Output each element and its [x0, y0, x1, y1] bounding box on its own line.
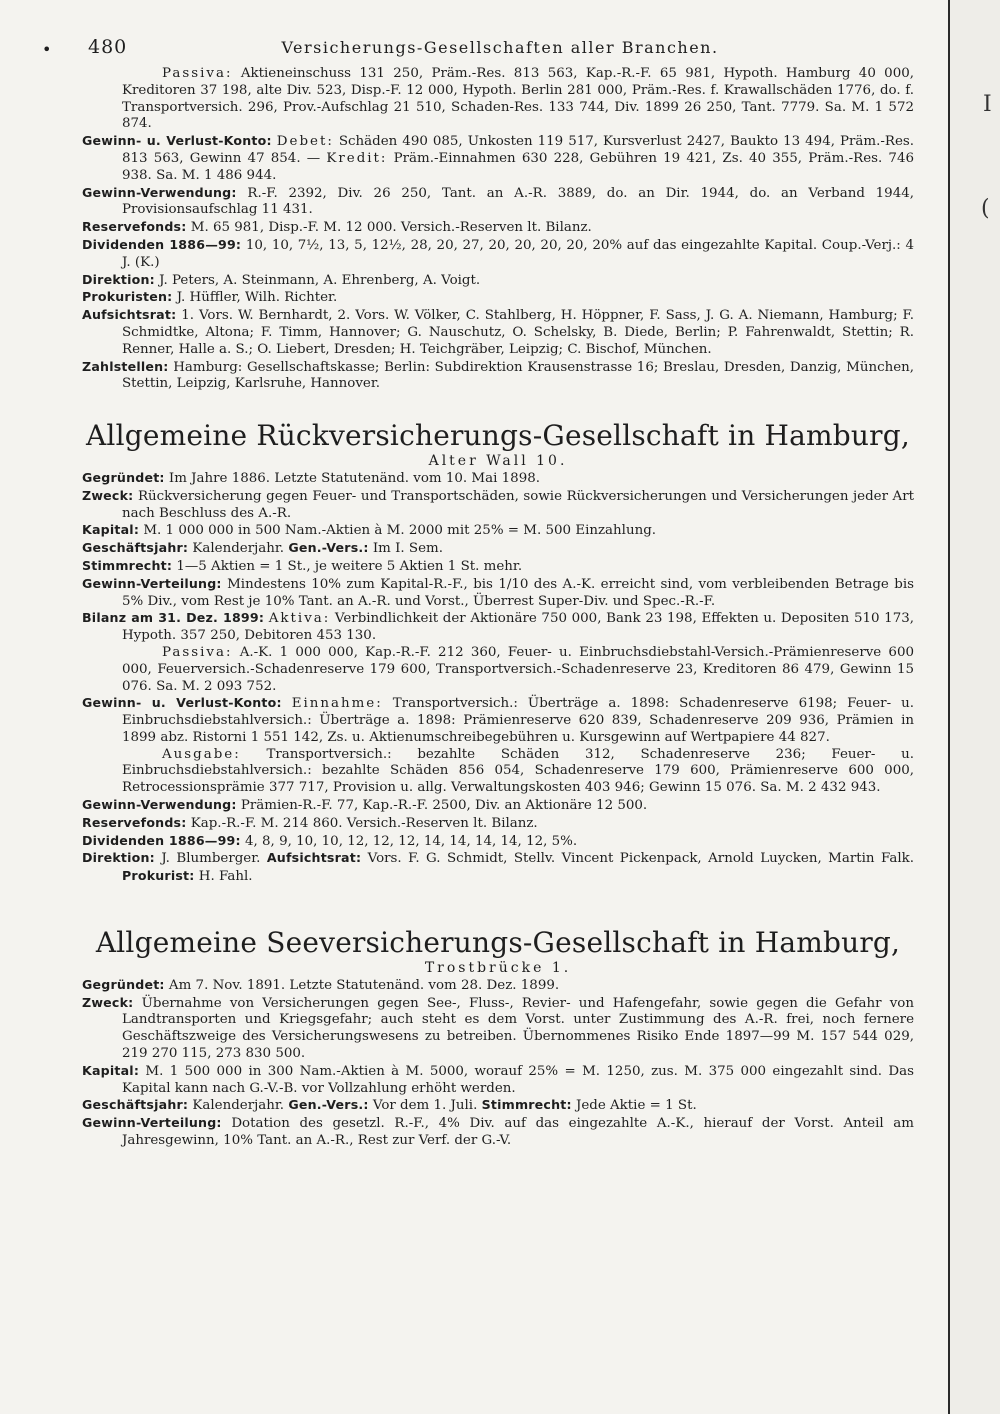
running-head [0, 36, 948, 66]
aufsichtsrat-entry: Aufsichtsrat: 1. Vors. W. Bernhardt, 2. Vors. W. Völker, C. Stahlberg, H. Höppner, F. Sass, J. G. A. Niemann, Hamburg; F. Schmidtke, Altona; F. Timm, Hannover; G. Nauschutz, O. Schelsky, B. Diede, Berlin; P. Fahrenwaldt, Stettin; R. Renner, Halle a. S.; O. Liebert, Dresden; H. Teichgräber, Leipzig; C. Bischof, München. [82, 307, 914, 357]
page-number: 480 [88, 36, 128, 58]
zweck-entry: Zweck: Übernahme von Versicherungen gegen See-, Fluss-, Revier- und Hafengefahr, sowie gegen die Gefahr von Landtransporten und Kriegsgefahr; auch steht es dem Vorst. unter Zustimmung des A.-R. frei, noch fernere Geschäftszweige des Versicherungswesens zu betreiben. Übernommenes Risiko Ende 1897—99 M. 157 544 029, 219 270 115, 273 830 500. [82, 994, 914, 1062]
gewinn-verlust-entry: Gewinn- u. Verlust-Konto: Debet: Schäden 490 085, Unkosten 119 517, Kursverlust 2427, Baukto 13 494, Präm.-Res. 813 563, Gewinn 47 854. — Kredit: Präm.-Einnahmen 630 228, Gebühren 19 421, Zs. 40 355, Präm.-Res. 746 938. Sa. M. 1 486 944. [82, 133, 915, 183]
direktion-entry: Direktion: J. Peters, A. Steinmann, A. Ehrenberg, A. Voigt. [82, 271, 481, 288]
company-address: Trostbrücke 1. [424, 960, 572, 977]
section-seeversicherung [82, 926, 914, 1150]
gewinn-verteilung-entry: Gewinn-Verteilung: Dotation des gesetzl. R.-F., 4% Div. auf das eingezahlte A.-K., hierauf der Vorst. Anteil am Jahresgewinn, 10% Tant. an A.-R., Rest zur Verf. der G.-V. [82, 1115, 914, 1149]
section-previous-company [82, 66, 914, 393]
margin-mark: ( [981, 196, 990, 221]
company-title: Allgemeine Seeversicherungs-Gesellschaft in Hamburg, [95, 926, 901, 960]
gegruendet-entry: Gegründet: Im Jahre 1886. Letzte Statutenänd. vom 10. Mai 1898. [82, 469, 540, 486]
gewinn-verwendung-entry: Gewinn-Verwendung: Prämien-R.-F. 77, Kap.-R.-F. 2500, Div. an Aktionäre 12 500. [82, 797, 648, 814]
adjacent-page-edge [955, 0, 995, 1414]
bilanz-passiva-entry: Passiva: A.-K. 1 000 000, Kap.-R.-F. 212 360, Feuer- u. Einbruchsdiebstahl-Versich.-Prämienreserve 600 000, Feuerversich.-Schadenreserve 179 600, Transportversich.-Schadenreserve 23, Kreditoren 86 479, Gewinn 15 076. Sa. M. 2 093 752. [122, 644, 914, 694]
zahlstellen-entry: Zahlstellen: Hamburg: Gesellschaftskasse; Berlin: Subdirektion Krausenstrasse 16; Breslau, Dresden, Danzig, München, Stettin, Leipzig, Karlsruhe, Hannover. [82, 358, 915, 392]
stimmrecht-entry: Stimmrecht: 1—5 Aktien = 1 St., je weitere 5 Aktien 1 St. mehr. [82, 557, 523, 574]
running-head-title: Versicherungs-Gesellschaften aller Branchen. [281, 38, 719, 57]
direktion-entry: Direktion: J. Blumberger. Aufsichtsrat: Vors. F. G. Schmidt, Stellv. Vincent Pickenpack, Arnold Luycken, Martin Falk. Prokurist: H. Fahl. [82, 850, 914, 885]
kapital-entry: Kapital: M. 1 000 000 in 500 Nam.-Aktien à M. 2000 mit 25% = M. 500 Einzahlung. [82, 522, 657, 539]
reservefonds-entry: Reservefonds: M. 65 981, Disp.-F. M. 12 000. Versich.-Reserven lt. Bilanz. [82, 219, 592, 236]
kapital-entry: Kapital: M. 1 500 000 in 300 Nam.-Aktien à M. 5000, worauf 25% = M. 1250, zus. M. 375 000 eingezahlt sind. Das Kapital kann nach G.-V.-B. vor Vollzahlung erhöht werden. [82, 1062, 914, 1096]
page-content [82, 66, 914, 1150]
margin-dot: • [42, 40, 52, 59]
dividenden-entry: Dividenden 1886—99: 10, 10, 7½, 13, 5, 12½, 28, 20, 27, 20, 20, 20, 20, 20% auf das eingezahlte Kapital. Coup.-Verj.: 4 J. (K.) [82, 236, 915, 270]
geschaeftsjahr-entry: Geschäftsjahr: Kalenderjahr. Gen.-Vers.: Vor dem 1. Juli. Stimmrecht: Jede Aktie = 1 St. [82, 1097, 697, 1114]
gewinn-verlust-entry: Gewinn- u. Verlust-Konto: Einnahme: Transportversich.: Überträge a. 1898: Schadenreserve 6198; Feuer- u. Einbruchsdiebstahlversich.: Überträge a. 1898: Prämienreserve 620 839, Schadenreserve 209 936, Prämien in 1899 abz. Ristorni 1 551 142, Zs. u. Aktienumschreibegebühren u. Kursgewinn auf Wertpapiere 44 827. [82, 695, 914, 745]
bilanz-entry: Bilanz am 31. Dez. 1899: Aktiva: Verbindlichkeit der Aktionäre 750 000, Bank 23 198, Effekten u. Depositen 510 173, Hypoth. 357 250, Debitoren 453 130. [82, 610, 914, 644]
prokuristen-entry: Prokuristen: J. Hüffler, Wilh. Richter. [82, 289, 338, 306]
company-title: Allgemeine Rückversicherungs-Gesellschaft in Hamburg, [86, 419, 910, 453]
margin-mark: I [983, 92, 992, 117]
company-address: Alter Wall 10. [428, 453, 568, 470]
section-rueckversicherung [82, 419, 914, 886]
passiva-entry: Passiva: Aktieneinschuss 131 250, Präm.-Res. 813 563, Kap.-R.-F. 65 981, Hypoth. Hamburg 40 000, Kreditoren 37 198, alte Div. 523, Disp.-F. 12 000, Hypoth. Berlin 281 000, Präm.-Res. f. Krawallschäden 1776, do. f. Transportversich. 296, Prov.-Aufschlag 21 510, Schaden-Res. 133 744, Div. 1899 26 250, Tant. 7779. Sa. M. 1 572 874. [122, 66, 915, 132]
gewinn-verwendung-entry: Gewinn-Verwendung: R.-F. 2392, Div. 26 250, Tant. an A.-R. 3889, do. an Dir. 1944, do. an Verband 1944, Provisionsaufschlag 11 431. [82, 184, 914, 218]
geschaeftsjahr-entry: Geschäftsjahr: Kalenderjahr. Gen.-Vers.: Im I. Sem. [82, 540, 443, 557]
gegruendet-entry: Gegründet: Am 7. Nov. 1891. Letzte Statutenänd. vom 28. Dez. 1899. [82, 976, 560, 993]
zweck-entry: Zweck: Rückversicherung gegen Feuer- und Transportschäden, sowie Rückversicherungen und Versicherungen jeder Art nach Beschluss des A.-R. [82, 487, 914, 521]
gewinn-verteilung-entry: Gewinn-Verteilung: Mindestens 10% zum Kapital-R.-F., bis 1/10 des A.-K. erreicht sind, vom verbleibenden Betrage bis 5% Div., vom Rest je 10% Tant. an A.-R. und Vorst., Überrest Super-Div. und Spec.-R.-F. [82, 575, 914, 609]
reservefonds-entry: Reservefonds: Kap.-R.-F. M. 214 860. Versich.-Reserven lt. Bilanz. [82, 814, 538, 831]
gv-ausgabe-entry: Ausgabe: Transportversich.: bezahlte Schäden 312, Schadenreserve 236; Feuer- u. Einbruchsdiebstahlversich.: bezahlte Schäden 856 054, Schadenreserve 179 600, Prämienreserve 600 000, Retrocessionsprämie 377 717, Provision u. allg. Verwaltungskosten 403 946; Gewinn 15 076. Sa. M. 2 432 943. [122, 746, 914, 796]
dividenden-entry: Dividenden 1886—99: 4, 8, 9, 10, 10, 12, 12, 12, 14, 14, 14, 14, 12, 5%. [82, 832, 578, 849]
